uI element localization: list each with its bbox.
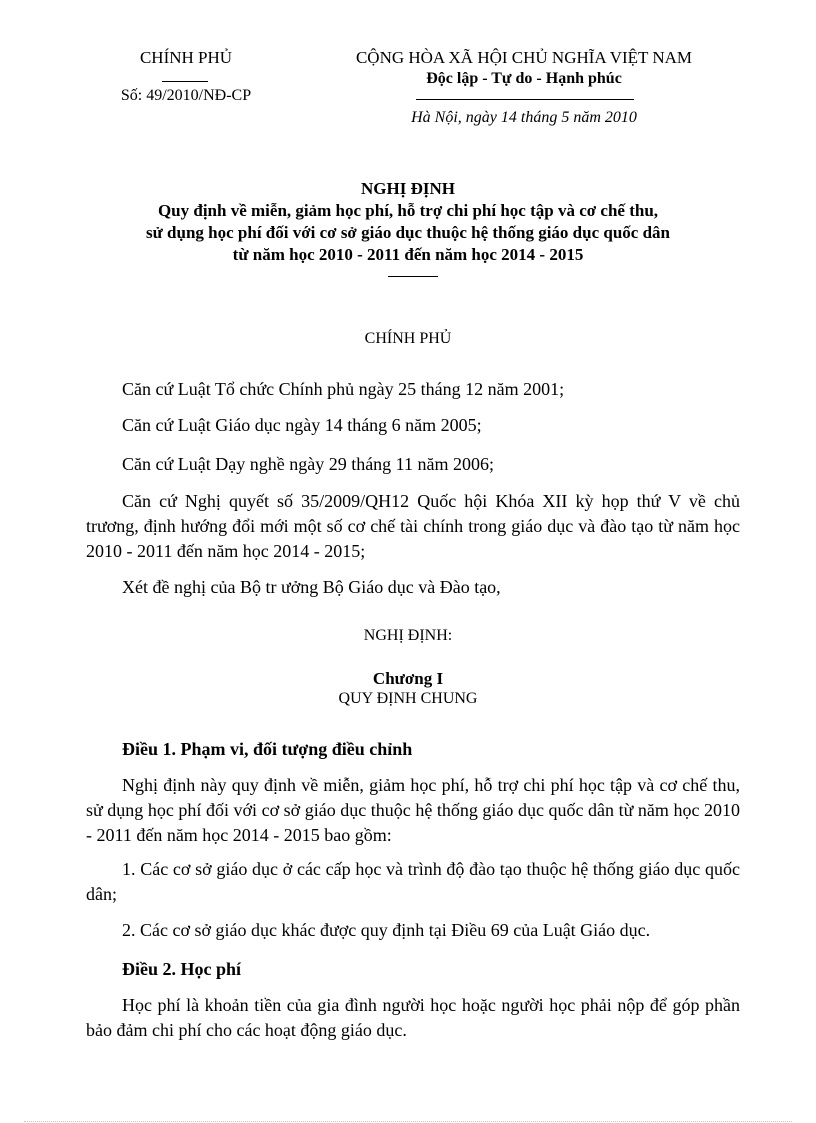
- decree-label: NGHỊ ĐỊNH:: [363, 627, 453, 644]
- article-1-intro: Nghị định này quy định về miễn, giảm học phí, hỗ trợ chi phí học tập và cơ chế thu, sử dụng học phí đối với cơ sở giáo dục thuộc hệ thống giáo dục quốc dân từ năm học 2010 - 2011 đến năm học 2014 - 2015 bao gồm:: [86, 775, 740, 845]
- issuing-authority: CHÍNH PHỦ: [364, 330, 452, 347]
- article-2-heading: Điều 2. Học phí: [122, 959, 242, 979]
- page-bottom-border: [24, 1121, 792, 1122]
- legal-basis-2: Căn cứ Luật Giáo dục ngày 14 tháng 6 năm 2005;: [122, 415, 482, 435]
- legal-basis-1: Căn cứ Luật Tổ chức Chính phủ ngày 25 tháng 12 năm 2001;: [122, 379, 565, 399]
- country-name: CỘNG HÒA XÃ HỘI CHỦ NGHĨA VIỆT NAM: [355, 48, 693, 67]
- article-1-heading: Điều 1. Phạm vi, đối tượng điều chỉnh: [122, 739, 413, 759]
- national-motto: Độc lập - Tự do - Hạnh phúc: [426, 70, 622, 87]
- title-line-2: sử dụng học phí đối với cơ sở giáo dục thuộc hệ thống giáo dục quốc dân: [145, 223, 671, 242]
- proposal-clause: Xét đề nghị của Bộ tr ưởng Bộ Giáo dục và Đào tạo,: [122, 577, 501, 597]
- motto-underline: [416, 99, 634, 100]
- article-1-item-2: 2. Các cơ sở giáo dục khác được quy định tại Điều 69 của Luật Giáo dục.: [122, 920, 651, 940]
- chapter-title: QUY ĐỊNH CHUNG: [338, 690, 478, 707]
- issuer-name: CHÍNH PHỦ: [139, 48, 233, 67]
- chapter-number: Chương I: [372, 669, 444, 688]
- title-line-1: Quy định về miễn, giảm học phí, hỗ trợ chi phí học tập và cơ chế thu,: [157, 201, 659, 220]
- issuer-underline: [162, 81, 208, 82]
- legal-basis-4: Căn cứ Nghị quyết số 35/2009/QH12 Quốc hội Khóa XII kỳ họp thứ V về chủ trương, định hướng đổi mới một số cơ chế tài chính trong giáo dục và đào tạo từ năm học 2010 - 2011 đến năm học 2014 - 2015;: [86, 491, 740, 561]
- article-1-item-1: 1. Các cơ sở giáo dục ở các cấp học và trình độ đào tạo thuộc hệ thống giáo dục quốc dân;: [86, 859, 740, 904]
- title-underline: [388, 276, 438, 277]
- article-2-text: Học phí là khoản tiền của gia đình người học hoặc người học phải nộp để góp phần bảo đảm chi phí cho các hoạt động giáo dục.: [86, 995, 740, 1040]
- legal-basis-3: Căn cứ Luật Dạy nghề ngày 29 tháng 11 năm 2006;: [122, 454, 495, 474]
- place-date: Hà Nội, ngày 14 tháng 5 năm 2010: [411, 109, 637, 126]
- document-number: Số: 49/2010/NĐ-CP: [120, 87, 252, 104]
- document-type: NGHỊ ĐỊNH: [361, 179, 455, 198]
- title-line-3: từ năm học 2010 - 2011 đến năm học 2014 - 2015: [232, 245, 584, 264]
